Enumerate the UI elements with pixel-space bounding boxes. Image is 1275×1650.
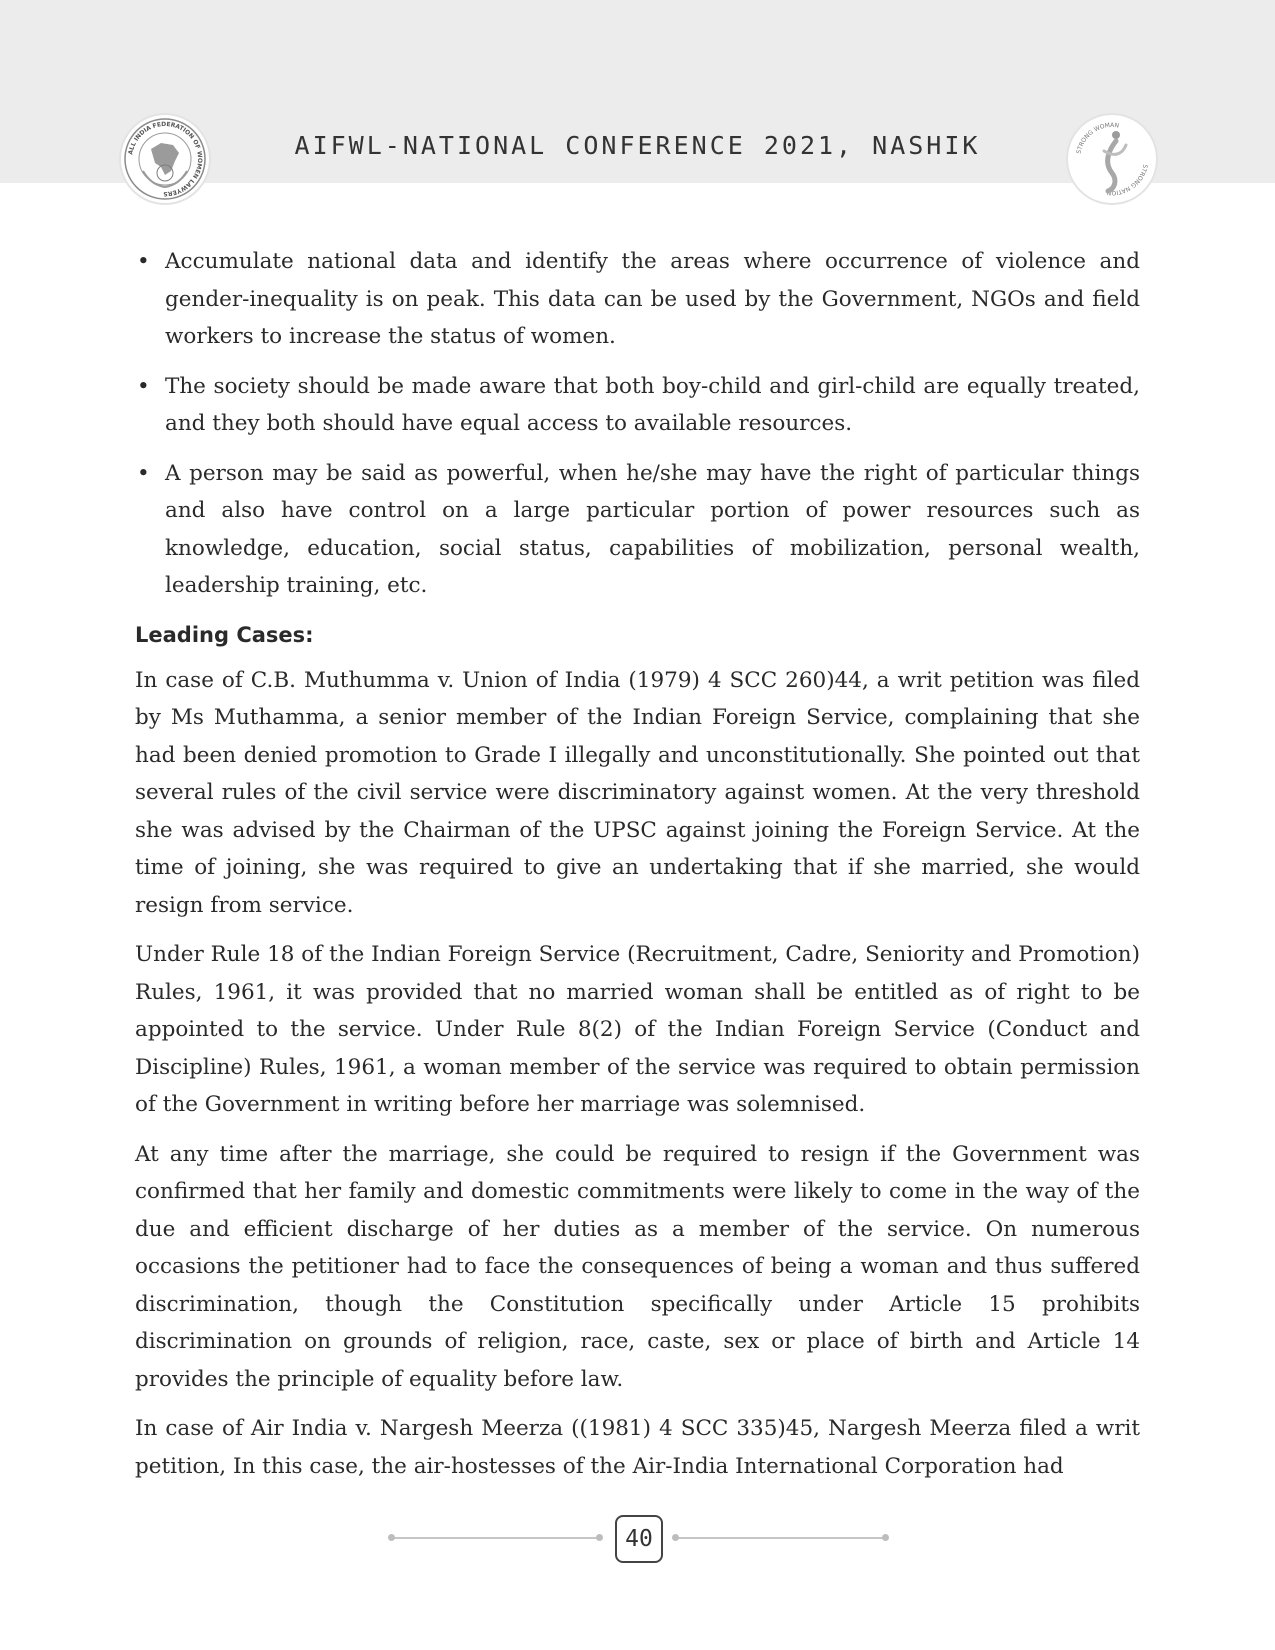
logo-ring-text-top: STRONG WOMAN: [1075, 121, 1120, 155]
strong-woman-logo-icon: [1068, 115, 1156, 203]
paragraph: In case of C.B. Muthumma v. Union of India (1979) 4 SCC 260)44, a writ petition was filed by Ms Muthamma, a senior member of the Indian Foreign Service, complaining that she had been denied promotion to Grade I illegally and unconstitutionally. She pointed out that several rules of the civil service were discriminatory against women. At the very threshold she was advised by the Chairman of the UPSC against joining the Foreign Service. At the time of joining, she was required to give an undertaking that if she married, she would resign from service.: [135, 667, 1140, 918]
bullet-icon: •: [137, 460, 150, 486]
paragraph: In case of Air India v. Nargesh Meerza ((1981) 4 SCC 335)45, Nargesh Meerza filed a writ petition, In this case, the air-hostesses of the Air-India International Corporation had: [135, 1416, 1140, 1479]
list-item: [135, 243, 1140, 356]
page-footer: [0, 1515, 1275, 1561]
aifwl-seal-logo-icon: [121, 115, 209, 203]
page-content: [135, 243, 1140, 1497]
bullet-icon: •: [137, 249, 150, 274]
paragraph: At any time after the marriage, she could be required to resign if the Government was confirmed that her family and domestic commitments were likely to come in the way of the due and efficient discharge of her duties as a member of the service. On numerous occasions the petitioner had to face the consequences of being a woman and thus suffered discrimination, though the Constitution specifically under Article 15 prohibits discrimination on grounds of religion, race, caste, sex or place of birth and Article 14 provides the principle of equality before law.: [135, 1141, 1140, 1392]
bullet-list: [135, 243, 1140, 605]
section-heading: Leading Cases:: [135, 622, 314, 647]
footer-rule-right: [675, 1537, 885, 1539]
list-item: [135, 368, 1140, 443]
page-header-title: AIFWL-NATIONAL CONFERENCE 2021, NASHIK: [294, 131, 981, 160]
bullet-text: A person may be said as powerful, when he/she may have the right of particular things and also have control on a large particular portion of power resources such as knowledge, education, social status, capabilities of mobilization, personal wealth, leadership training, etc.: [165, 460, 1140, 598]
page-number: 40: [615, 1515, 663, 1563]
list-item: [135, 455, 1140, 605]
bullet-icon: •: [137, 373, 150, 399]
footer-dot: [388, 1534, 395, 1541]
seal-ring-text: ALL INDIA FEDERATION OF WOMEN LAWYERS: [127, 120, 204, 198]
logo-ring-text-bottom: STRONG NATION: [1106, 163, 1149, 197]
footer-dot: [672, 1534, 679, 1541]
paragraph: Under Rule 18 of the Indian Foreign Service (Recruitment, Cadre, Seniority and Promotion) Rules, 1961, it was provided that no married woman shall be entitled as of right to be appointed to the service. Under Rule 8(2) of the Indian Foreign Service (Conduct and Discipline) Rules, 1961, a woman member of the service was required to obtain permission of the Government in writing before her marriage was solemnised.: [135, 942, 1140, 1117]
footer-dot: [596, 1534, 603, 1541]
footer-rule-left: [390, 1537, 600, 1539]
bullet-text: The society should be made aware that both boy-child and girl-child are equally treated, and they both should have equal access to available resources.: [165, 373, 1140, 436]
bullet-text: Accumulate national data and identify the areas where occurrence of violence and gender-inequality is on peak. This data can be used by the Government, NGOs and field workers to increase the status of women.: [165, 249, 1140, 349]
footer-dot: [882, 1534, 889, 1541]
